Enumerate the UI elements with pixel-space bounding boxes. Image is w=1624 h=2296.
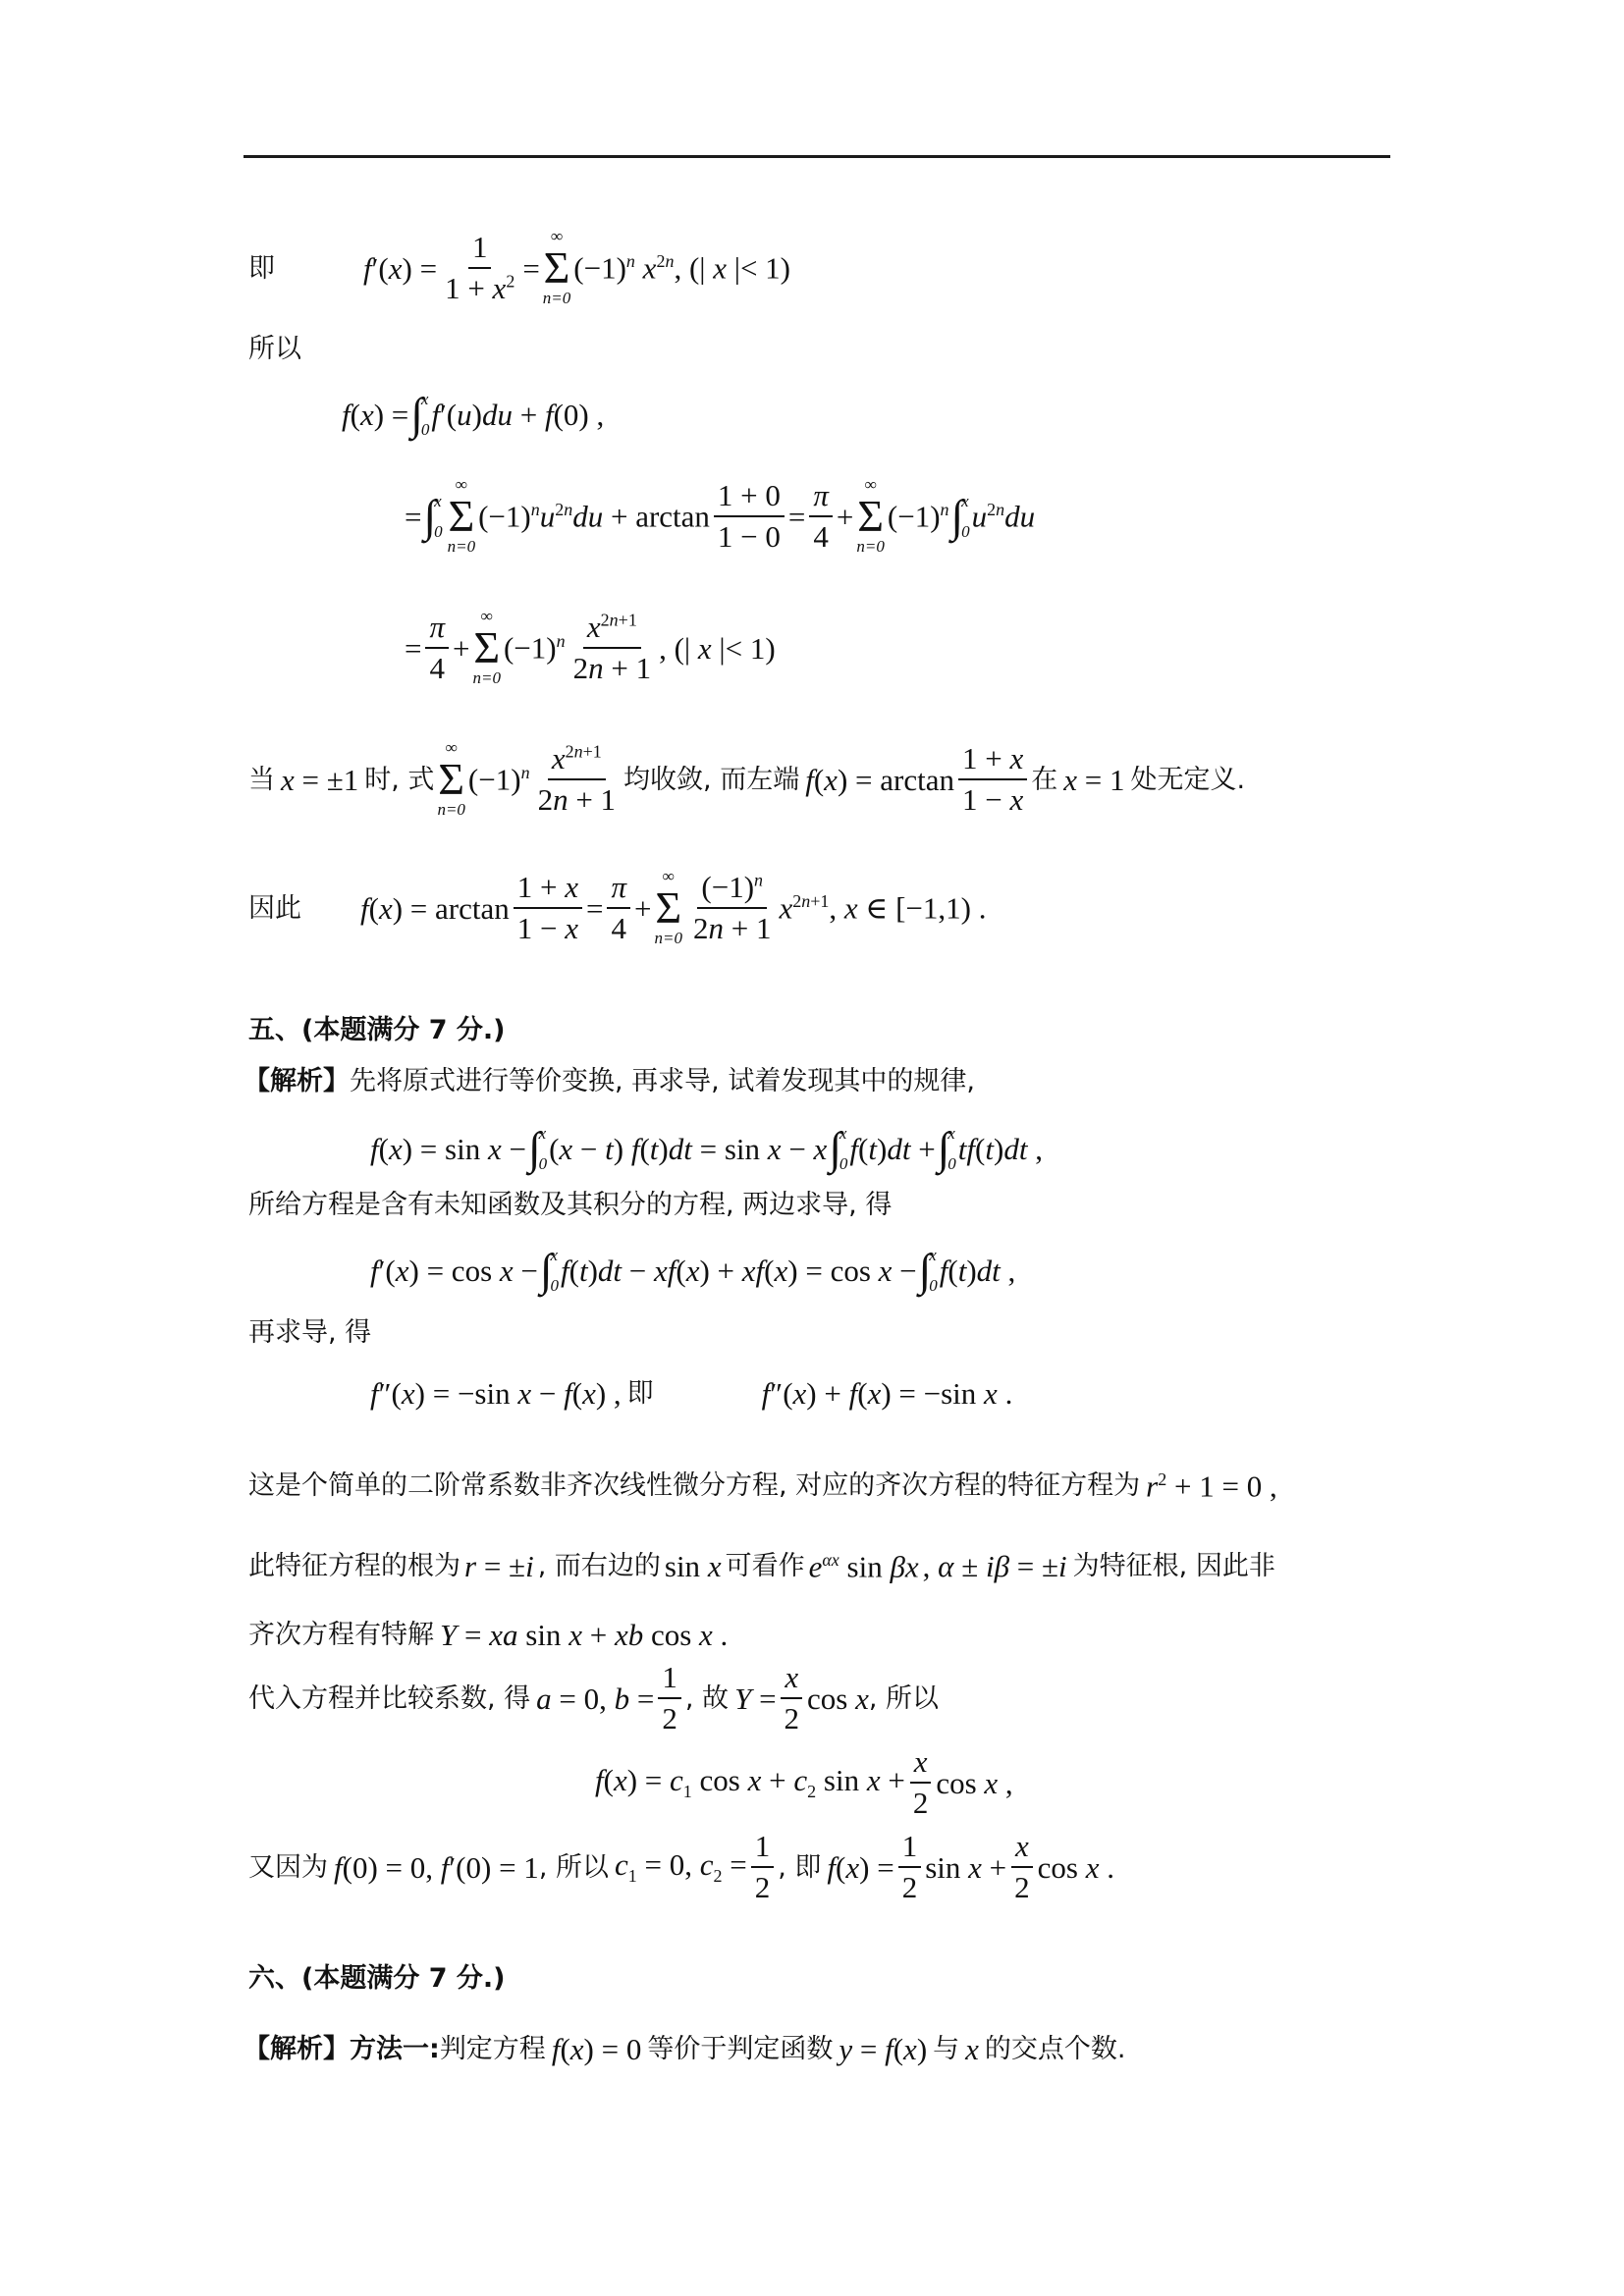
eq-5b: f′(x) = cos x − ∫ x 0 f(t)dt − xf(x) + xf(x) = cos x − ∫ x 0 f(t)dt , [370,1245,1016,1295]
section-heading-6: 六、(本题满分 7 分.) [248,1963,506,1994]
header-rule [244,155,1390,158]
text-segment: , 故 [684,1682,730,1714]
text-segment: 在 [1031,764,1058,795]
text-segment: , 所以 [538,1851,609,1883]
text-segment: 代入方程并比较系数, 得 [248,1682,531,1714]
text-segment: , 而右边的 [537,1551,661,1582]
section-heading-5: 五、(本题满分 7 分.) [248,1015,506,1045]
text-line-2: 所以 [248,334,301,364]
text-5d: 这是个简单的二阶常系数非齐次线性微分方程, 对应的齐次方程的特征方程为 $r^2 + 1 = 0$ , [248,1468,1277,1504]
text-segment: 判定方程 [439,2034,546,2064]
eq-line-5: = $\frac{\pi}{4}$ + ∞ Σ n=0 $(-1)^n$ $\frac{x^{2n+1}}{2n + 1}$ , (| x |< 1) [405,607,776,687]
text-segment: 与 [933,2034,960,2064]
text-segment: 处无定义. [1130,764,1246,795]
eq-line-4: = ∫ x 0 ∞ Σ n=0 $(-1)^nu^{2n}du + \arctan$ $\frac{1 + 0}{1 - 0}$ = $\frac{\pi}{4}$ + ∞ Σ n=0 $(-1)^n$ ∫ x 0 $u^{2n}du$ [405,475,1036,556]
text-segment: 均收敛, 而左端 [623,764,800,795]
text-segment: , 所以 [868,1682,940,1714]
eq-line-3: f(x) = ∫ x 0 f′(u)du + f(0) , [342,389,605,439]
text-segment: 齐次方程有特解 [248,1620,434,1650]
text-6: 【解析】方法一: 判定方程 f(x) = 0 等价于判定函数 y = f(x) 与 x 的交点个数. [244,2032,1126,2066]
text-segment: 当 [248,764,275,795]
text-segment: 时, 式 [364,764,435,795]
text-segment: 的交点个数. [984,2034,1126,2064]
eq-5h: $f(x) = c_1$ $\cos x + c_2$ sin x + $\frac{x}{2}$ cos x , [595,1744,1013,1820]
eq-5a: f(x) = sin x − ∫ x 0 (x − t) f(t)dt = sin x − x ∫ x 0 f(t)dt + ∫ x 0 tf(t)dt , [370,1123,1043,1173]
eq-line-1: 即 f′(x) = $\frac{1}{1 + x^2}$ = ∞ Σ n=0 $(-1)^n$ $x^{2n}$, (| x |< 1) [248,227,790,307]
text-5g: 代入方程并比较系数, 得 a = 0, b = $\frac{1}{2}$ , 故 Y = $\frac{x}{2}$ cos x , 所以 [248,1660,940,1735]
text-5b: 所给方程是含有未知函数及其积分的方程, 两边求导, 得 [248,1190,893,1220]
line-label: 即 [248,252,275,284]
eq-5c: f″(x) = −sin x − f(x) , 即 f″(x) + f(x) = −sin x . [370,1376,1013,1411]
text-segment: , 即 [778,1851,822,1883]
text-segment: 为特征根, 因此非 [1072,1551,1275,1582]
analysis-tag: 【解析】 [244,1066,350,1096]
text-5i: 又因为 f(0) = 0, f′(0) = 1 , 所以 $c_1 = 0$, $c_2$ = $\frac{1}{2}$ , 即 f(x) = $\frac{1}{2}$ sin x + $\frac{x}{2}$ cos x . [248,1829,1114,1904]
text-segment: 又因为 [248,1851,328,1883]
text-segment: 此特征方程的根为 [248,1551,460,1582]
text-5c: 再求导, 得 [248,1317,372,1348]
text-5e: 此特征方程的根为 r = ±i , 而右边的 sin x 可看作 $e^{\alpha x}$ sin βx , α ± iβ = ±i 为特征根, 因此非 [248,1549,1275,1584]
eq-line-7: 因此 f(x) = arctan $\frac{1 + x}{1 - x}$ = $\frac{\pi}{4}$ + ∞ Σ n=0 $\frac{(-1)^n}{2n + 1}$ $x^{2n+1}$, x ∈ [−1,1) . [248,867,987,947]
analysis-intro-5 [244,1068,975,1095]
line-label: 因此 [248,892,301,924]
text-5f: 齐次方程有特解 Y = xa sin x + xb cos x . [248,1618,729,1652]
text-segment: 这是个简单的二阶常系数非齐次线性微分方程, 对应的齐次方程的特征方程为 [248,1470,1141,1502]
analysis-text: 先将原式进行等价变换, 再求导, 试着发现其中的规律, [350,1066,975,1096]
text-segment: 可看作 [725,1551,805,1582]
text-line-6: 当 x = ±1 时, 式 ∞ Σ n=0 $(-1)^n$ $\frac{x^{2n+1}}{2n + 1}$ 均收敛, 而左端 f(x) = arctan $\frac{1 + x}{1 - x}$ 在 x = 1 处无定义. [248,738,1246,819]
text-segment: 即 [626,1378,654,1409]
analysis-tag: 【解析】方法一: [244,2034,440,2064]
text-segment: 等价于判定函数 [647,2034,834,2064]
